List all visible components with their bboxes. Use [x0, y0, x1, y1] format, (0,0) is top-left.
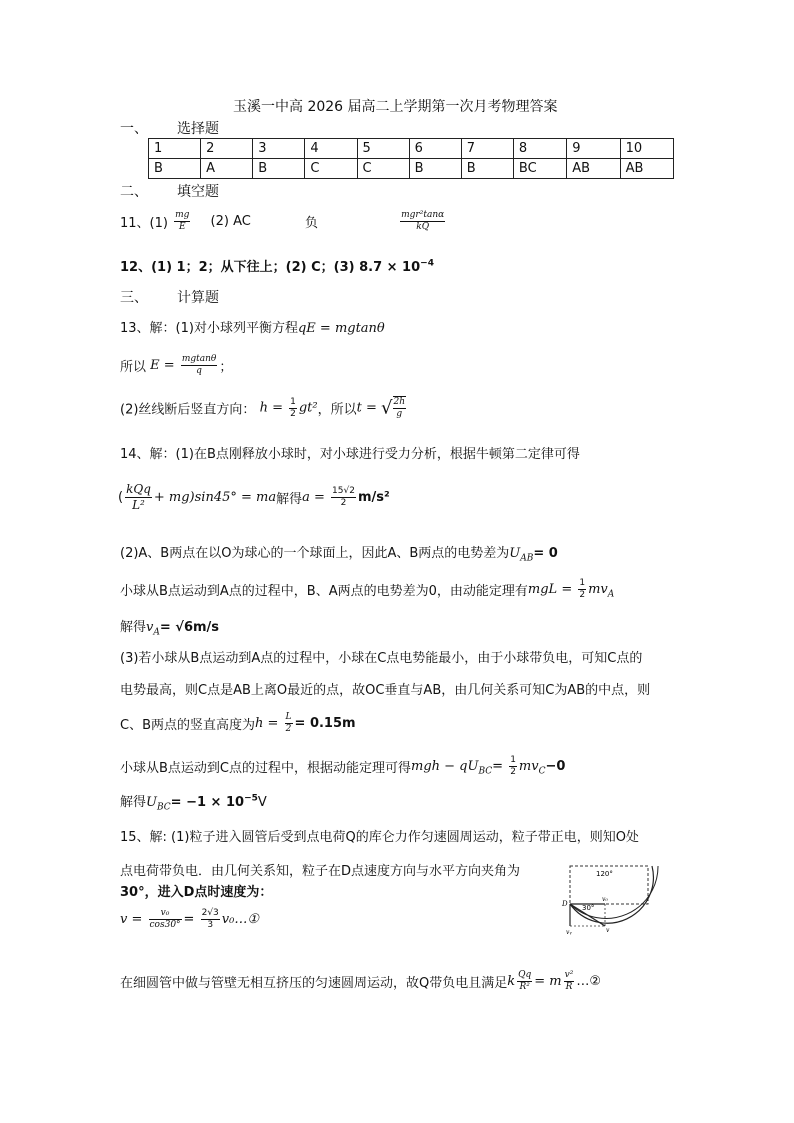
q14-text: 解得: [120, 795, 147, 810]
q15-line-2: 点电荷带负电．由几何关系知，粒子在D点速度方向与水平方向夹角为: [120, 864, 521, 879]
q13-text: (2)丝线断后竖直方向：: [120, 402, 256, 418]
table-cell: 3: [253, 139, 305, 159]
q15-text: …②: [576, 974, 601, 989]
table-cell: 4: [305, 139, 357, 159]
q14-subscript: C: [538, 766, 546, 777]
table-cell: 6: [409, 139, 461, 159]
q15-line-4: [120, 908, 259, 931]
q11-fraction-1: $\frac{mg}{E}$: [175, 210, 190, 232]
q14-fraction: $\frac{1}{2}$: [579, 578, 586, 600]
table-cell: AB: [567, 159, 620, 179]
q14-value: = 0: [533, 546, 558, 561]
section-fill-label: 填空题: [177, 184, 219, 200]
q13-text: 13、解：(1)对小球列平衡方程: [120, 321, 298, 336]
v-label: v: [606, 927, 610, 934]
q14-equation: mv: [518, 759, 539, 774]
vy-label: vᵧ: [566, 929, 572, 936]
q13-equation: t =: [356, 400, 377, 416]
table-cell: 10: [620, 139, 673, 159]
q14-equation: + mg)sin45° = ma: [153, 490, 277, 505]
q13-text: 所以: [120, 360, 147, 375]
q14-text: C、B两点的竖直高度为: [120, 718, 255, 733]
q12-exponent: −4: [420, 258, 434, 269]
q14-fraction: $\frac{\text{kQq}}{\text{L²}}$: [126, 482, 151, 512]
q14-subscript: A: [607, 589, 615, 600]
q14-subscript: BC: [478, 766, 493, 777]
q14-subscript: AB: [520, 553, 534, 564]
table-cell: AB: [620, 159, 673, 179]
q14-line-6: (3)若小球从B点运动到A点的过程中，小球在C点电势能最小，由于小球带负电，可知C点的: [120, 651, 643, 666]
table-cell: 2: [201, 139, 253, 159]
paren-open: (: [118, 490, 124, 505]
angle-label: 30°: [582, 904, 595, 912]
q14-equation: a =: [302, 490, 325, 505]
q15-fraction: $\frac{\text{v₀}}{\cos 30^\circ}$: [149, 908, 181, 930]
q13-fraction: $\frac{mgtan\theta}{q}$: [181, 354, 217, 376]
q14-text: 解得: [276, 492, 303, 507]
q14-text: 解得: [120, 620, 147, 635]
v0-label: v₀: [602, 896, 608, 903]
q13-equation: E =: [150, 358, 175, 373]
q11-prefix: 11、(1): [120, 216, 168, 231]
table-cell: 5: [357, 139, 409, 159]
q14-equation: mgh − qU: [411, 759, 479, 774]
q14-equation: mv: [588, 582, 608, 597]
q14-line-4: [120, 578, 614, 601]
q12-line: [120, 256, 434, 275]
q14-fraction: $\frac{1}{2}$: [510, 755, 516, 777]
q14-line-1: 14、解：(1)在B点刚释放小球时，对小球进行受力分析，根据牛顿第二定律可得: [120, 447, 580, 462]
q15-equation: k: [507, 974, 516, 989]
q14-line-7: 电势最高，则C点是AB上离O最近的点，故OC垂直与AB，由几何关系可知C为AB的中点，则: [120, 683, 651, 698]
answer-table: [148, 138, 674, 179]
q14-fraction: $\frac{L}{2}$: [285, 712, 292, 734]
q15-fraction: $\frac{2√3}{3}$: [201, 908, 219, 930]
section-choice-label: 选择题: [177, 121, 219, 137]
q15-diagram: [560, 858, 672, 936]
q14-equation: U: [509, 546, 521, 561]
q14-equation: v: [146, 620, 154, 635]
q14-line-9: [120, 755, 565, 778]
page-title: 玉溪一中高 2026 届高二上学期第一次月考物理答案: [233, 99, 558, 115]
answer-table-numbers-row: [149, 139, 674, 159]
q14-equation: U: [146, 795, 157, 810]
point-d-label: D: [562, 900, 568, 908]
q14-value: −0: [545, 759, 566, 774]
q15-fraction: $\frac{Qq}{\text{R²}}$: [518, 970, 532, 992]
q11-fraction-2: $\frac{\text{mgr²tanα}}{kQ}$: [401, 210, 445, 232]
q15-text: 在细圆管中做与管壁无相互挤压的匀速圆周运动，故Q带负电且满足: [120, 976, 508, 991]
q15-line-1: 15、解: (1)粒子进入圆管后受到点电荷Q的库仑力作匀速圆周运动，粒子带正电，则知O处: [120, 830, 639, 845]
q13-equation: qE = mgtanθ: [297, 321, 385, 336]
q13-equation: h =: [259, 400, 283, 416]
q13-line-3: [120, 396, 408, 420]
q12-text: 12、(1) 1；2；从下往上；(2) C；(3) 8.7 × 10: [120, 260, 421, 275]
q14-value: = 0.15m: [294, 716, 356, 731]
q11-part2: (2) AC: [210, 214, 251, 229]
table-cell: C: [357, 159, 409, 179]
q14-equation: mgL =: [527, 582, 573, 597]
table-cell: B: [253, 159, 305, 179]
q14-subscript: BC: [156, 802, 171, 813]
section-choice-number: 一、: [120, 121, 148, 137]
section-calc-number: 三、: [120, 290, 148, 306]
q14-line-8: [120, 712, 356, 735]
table-cell: B: [461, 159, 513, 179]
table-cell: 8: [513, 139, 566, 159]
q14-result-fraction: $\frac{15√2}{2}$: [332, 486, 355, 508]
q14-equation: h =: [255, 716, 279, 731]
table-cell: 7: [461, 139, 513, 159]
table-cell: B: [149, 159, 201, 179]
q15-equation: =: [183, 912, 195, 927]
q14-unit: m/s²: [357, 490, 390, 505]
q14-line-2: [118, 482, 390, 513]
section-calc-label: 计算题: [177, 290, 219, 306]
table-cell: 1: [149, 139, 201, 159]
section-fill-number: 二、: [120, 184, 148, 200]
q13-radical-fraction: $\frac{2h}{g}$: [393, 397, 406, 419]
q14-line-10: [120, 791, 267, 813]
q13-line-1: [120, 317, 385, 336]
q11-line: [120, 210, 447, 233]
q15-equation: = m: [534, 974, 562, 989]
table-cell: B: [409, 159, 461, 179]
q11-sign: 负: [304, 216, 318, 231]
q15-equation: v₀…①: [221, 912, 259, 927]
q14-value: = √6m/s: [159, 620, 220, 635]
q14-text: (2)A、B两点在以O为球心的一个球面上，因此A、B两点的电势差为: [120, 546, 510, 561]
q13-text: ，所以: [317, 402, 357, 418]
table-cell: BC: [513, 159, 566, 179]
q13-text: ；: [219, 360, 233, 375]
table-cell: C: [305, 159, 357, 179]
sqrt-symbol: √: [381, 397, 393, 419]
q14-text: 小球从B点运动到A点的过程中，B、A两点的电势差为0，由动能定理有: [120, 584, 528, 599]
q14-line-3: [120, 542, 558, 564]
table-cell: A: [201, 159, 253, 179]
q15-fraction: $\frac{\text{v²}}{R}$: [564, 970, 574, 992]
q14-value: = −1 × 10: [170, 795, 245, 810]
q15-line-5: [120, 970, 601, 993]
q14-exponent: −5: [244, 793, 258, 804]
q14-equation: =: [492, 759, 504, 774]
q14-subscript: A: [153, 627, 160, 638]
q13-fraction: $\frac{1}{2}$: [290, 396, 296, 419]
q13-equation: gt²: [298, 400, 318, 416]
q14-line-5: [120, 616, 219, 638]
q15-equation: v =: [120, 912, 143, 927]
angle-label: 120°: [596, 870, 613, 878]
answer-table-answers-row: [149, 159, 674, 179]
q15-line-3: 30°，进入D点时速度为：: [120, 885, 273, 900]
q14-unit: V: [257, 795, 267, 810]
q14-text: 小球从B点运动到C点的过程中，根据动能定理可得: [120, 761, 411, 776]
q13-line-2: [120, 354, 232, 377]
table-cell: 9: [567, 139, 620, 159]
